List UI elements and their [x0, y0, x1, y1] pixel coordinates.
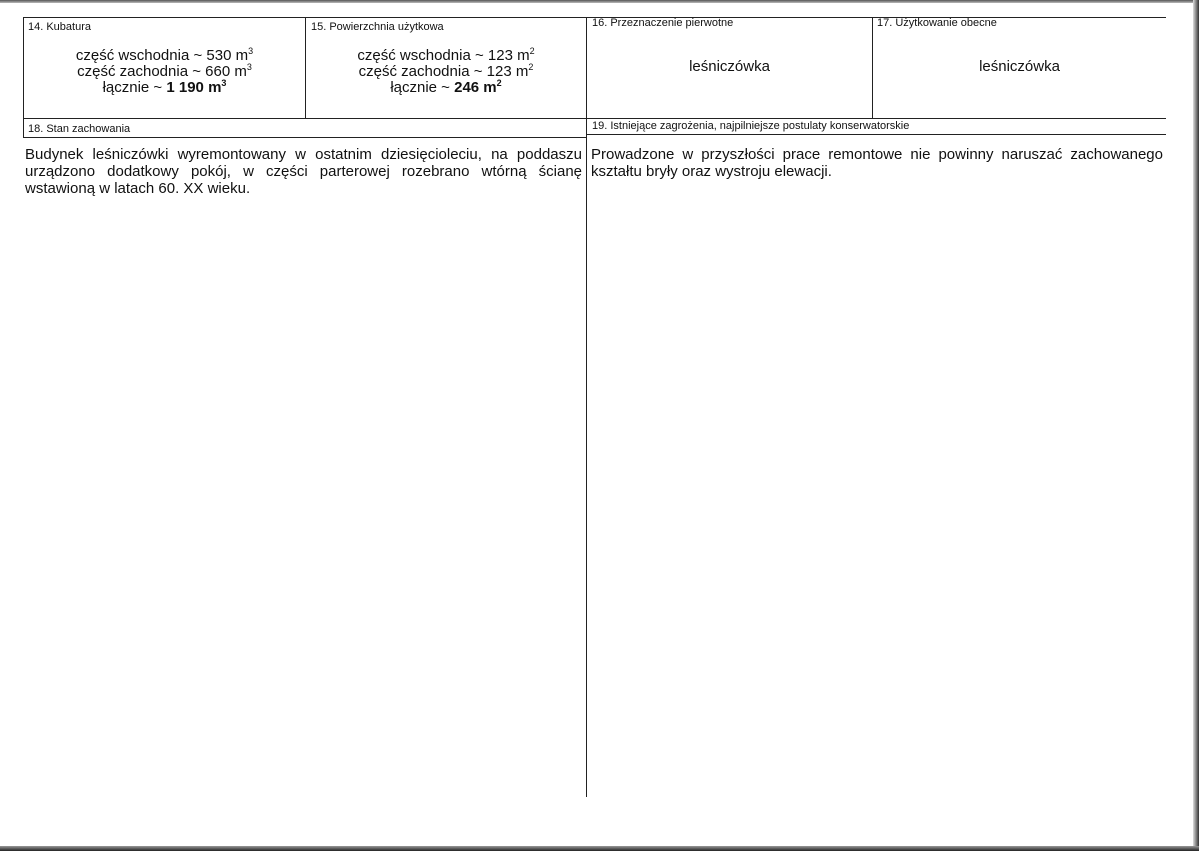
powierzchnia-total-prefix: łącznie ~	[390, 79, 455, 96]
field-powierzchnia-value: część wschodnia ~ 123 $m^2$ część zachodnia ~ 123 $m^2$ łącznie ~ 246 $m^2$	[357, 46, 535, 96]
field-kubatura-label: 14. Kubatura	[28, 21, 91, 33]
field-przeznaczenie-label: 16. Przeznaczenie pierwotne	[592, 17, 734, 29]
kubatura-east: część wschodnia ~ 530 m	[75, 47, 249, 64]
grid-line-left-lower	[23, 118, 24, 138]
field-uzytkowanie-value: leśniczówka	[979, 58, 1060, 75]
field-stan-text: Budynek leśniczówki wyremontowany w ostatnim dziesięcioleciu, na poddaszu urządzono dodatkowy pokój, w części parterowej rozebrano wtórną ścianę wstawioną w latach 60. XX wieku.	[25, 146, 582, 197]
grid-line-middle	[23, 118, 1166, 119]
grid-line-under-label-18	[23, 137, 587, 138]
field-zagrozenia-text: Prowadzone w przyszłości prace remontowe nie powinny naruszać zachowanego kształtu bryły oraz wystroju elewacji.	[591, 146, 1163, 180]
field-kubatura-value: część wschodnia ~ 530 $m^3$ część zachodnia ~ 660 $m^3$ łącznie ~ 1 190 $m^3$	[75, 46, 254, 96]
field-uzytkowanie-label: 17. Użytkowanie obecne	[877, 17, 997, 29]
kubatura-west: część zachodnia ~ 660 m	[77, 63, 247, 80]
grid-line-under-label-19	[587, 134, 1166, 135]
powierzchnia-total: 246 m	[454, 79, 497, 96]
scan-edge-top	[0, 0, 1199, 3]
kubatura-total-prefix: łącznie ~	[102, 79, 167, 96]
field-przeznaczenie-value: leśniczówka	[689, 58, 770, 75]
kubatura-total: 1 190 m	[166, 79, 222, 96]
powierzchnia-west: część zachodnia ~ 123 m	[358, 63, 529, 80]
field-powierzchnia-label: 15. Powierzchnia użytkowa	[311, 21, 444, 33]
scan-edge-right	[1193, 0, 1199, 851]
field-stan-label: 18. Stan zachowania	[28, 123, 131, 135]
powierzchnia-east: część wschodnia ~ 123 m	[357, 47, 530, 64]
field-zagrozenia-label: 19. Istniejące zagrożenia, najpilniejsze postulaty konserwatorskie	[592, 120, 910, 132]
scan-edge-bottom	[0, 846, 1199, 851]
